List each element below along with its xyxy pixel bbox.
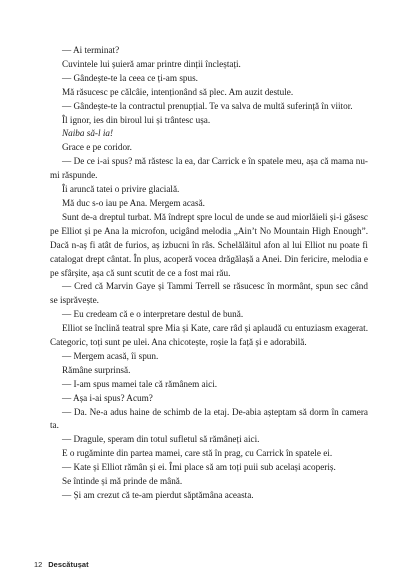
body-paragraph: — Gândește-te la contractul prenupțial. Te va salva de multă suferință în viitor. — [62, 100, 353, 111]
body-paragraph: Se întinde și mă prinde de mână. — [62, 476, 183, 487]
body-paragraph: — Mergem acasă, îi spun. — [62, 350, 159, 361]
body-paragraph: — Și am crezut că te-am pierdut săptămâna aceasta. — [62, 490, 254, 500]
body-paragraph: Cuvintele lui șuieră amar printre dinții încleștați. — [62, 58, 241, 69]
body-paragraph: — De ce i-ai spus? mă răstesc la ea, dar Carrick e în spatele meu, așa că mama nu-mi răspunde. — [50, 156, 368, 181]
body-paragraph: — I-am spus mamei tale că rămânem aici. — [62, 378, 218, 389]
body-paragraph: E o rugăminte din partea mamei, care stă în prag, cu Carrick în spatele ei. — [62, 448, 333, 459]
body-paragraph: Mă duc s-o iau pe Ana. Mergem acasă. — [62, 197, 205, 208]
body-paragraph: Îl ignor, ies din biroul lui și trântesc ușa. — [62, 114, 211, 125]
body-paragraph: Mă răsucesc pe călcâie, intenționând să plec. Am auzit destule. — [62, 86, 294, 97]
body-paragraph: — Kate și Elliot rămân și ei. Îmi place să am toți puii sub același acoperiș. — [62, 462, 336, 473]
body-paragraph: Elliot se înclină teatral spre Mia și Kate, care râd și aplaudă cu entuziasm exagerat. Categoric, toți sunt pe ulei. Ana chicotește, roșie la față și e adorabilă. — [50, 323, 368, 348]
body-paragraph: — Așa i-ai spus? Acum? — [62, 392, 153, 403]
running-title: Descătușat — [48, 560, 89, 569]
body-paragraph: Sunt de-a dreptul turbat. Mă îndrept spre locul de unde se aud miorlăieli și-i găsesc pe Elliot și pe Ana la microfon, ucigând melodia „Ain’t No Mountain High Enough”. Dacă n-aș fi atât de furios, aș izbucni în râs. Schelălăitul afon al lui Elliot nu poate fi catalogat drept cântat. În plus, acoperă vocea drăgălașă a Anei. Din fericire, melodia e pe sfârșite, așa că sunt scutit de ce a fost mai rău. — [50, 211, 368, 278]
body-paragraph: — Eu credeam că e o interpretare destul de bună. — [62, 309, 244, 320]
body-paragraph: — Dragule, speram din totul sufletul să rămâneți aici. — [62, 434, 260, 445]
body-paragraph: — Ai terminat? — [62, 45, 120, 55]
body-paragraph: Naiba să-l ia! — [62, 128, 114, 139]
body-paragraph: — Cred că Marvin Gaye și Tammi Terrell se răsucesc în mormânt, spun sec când se isprăvește. — [50, 281, 368, 306]
body-paragraph: Îi aruncă tatei o privire glacială. — [62, 184, 180, 195]
body-paragraph: — Da. Ne-a adus haine de schimb de la etaj. De-abia așteptam să dorm în camera ta. — [50, 406, 368, 431]
body-paragraph: — Gândește-te la ceea ce ți-am spus. — [62, 72, 198, 83]
page-number: 12 — [34, 560, 43, 569]
page-footer — [34, 560, 89, 569]
body-paragraph: Grace e pe coridor. — [62, 142, 132, 153]
page-text-block — [50, 44, 368, 503]
body-paragraph: Rămâne surprinsă. — [62, 364, 131, 375]
